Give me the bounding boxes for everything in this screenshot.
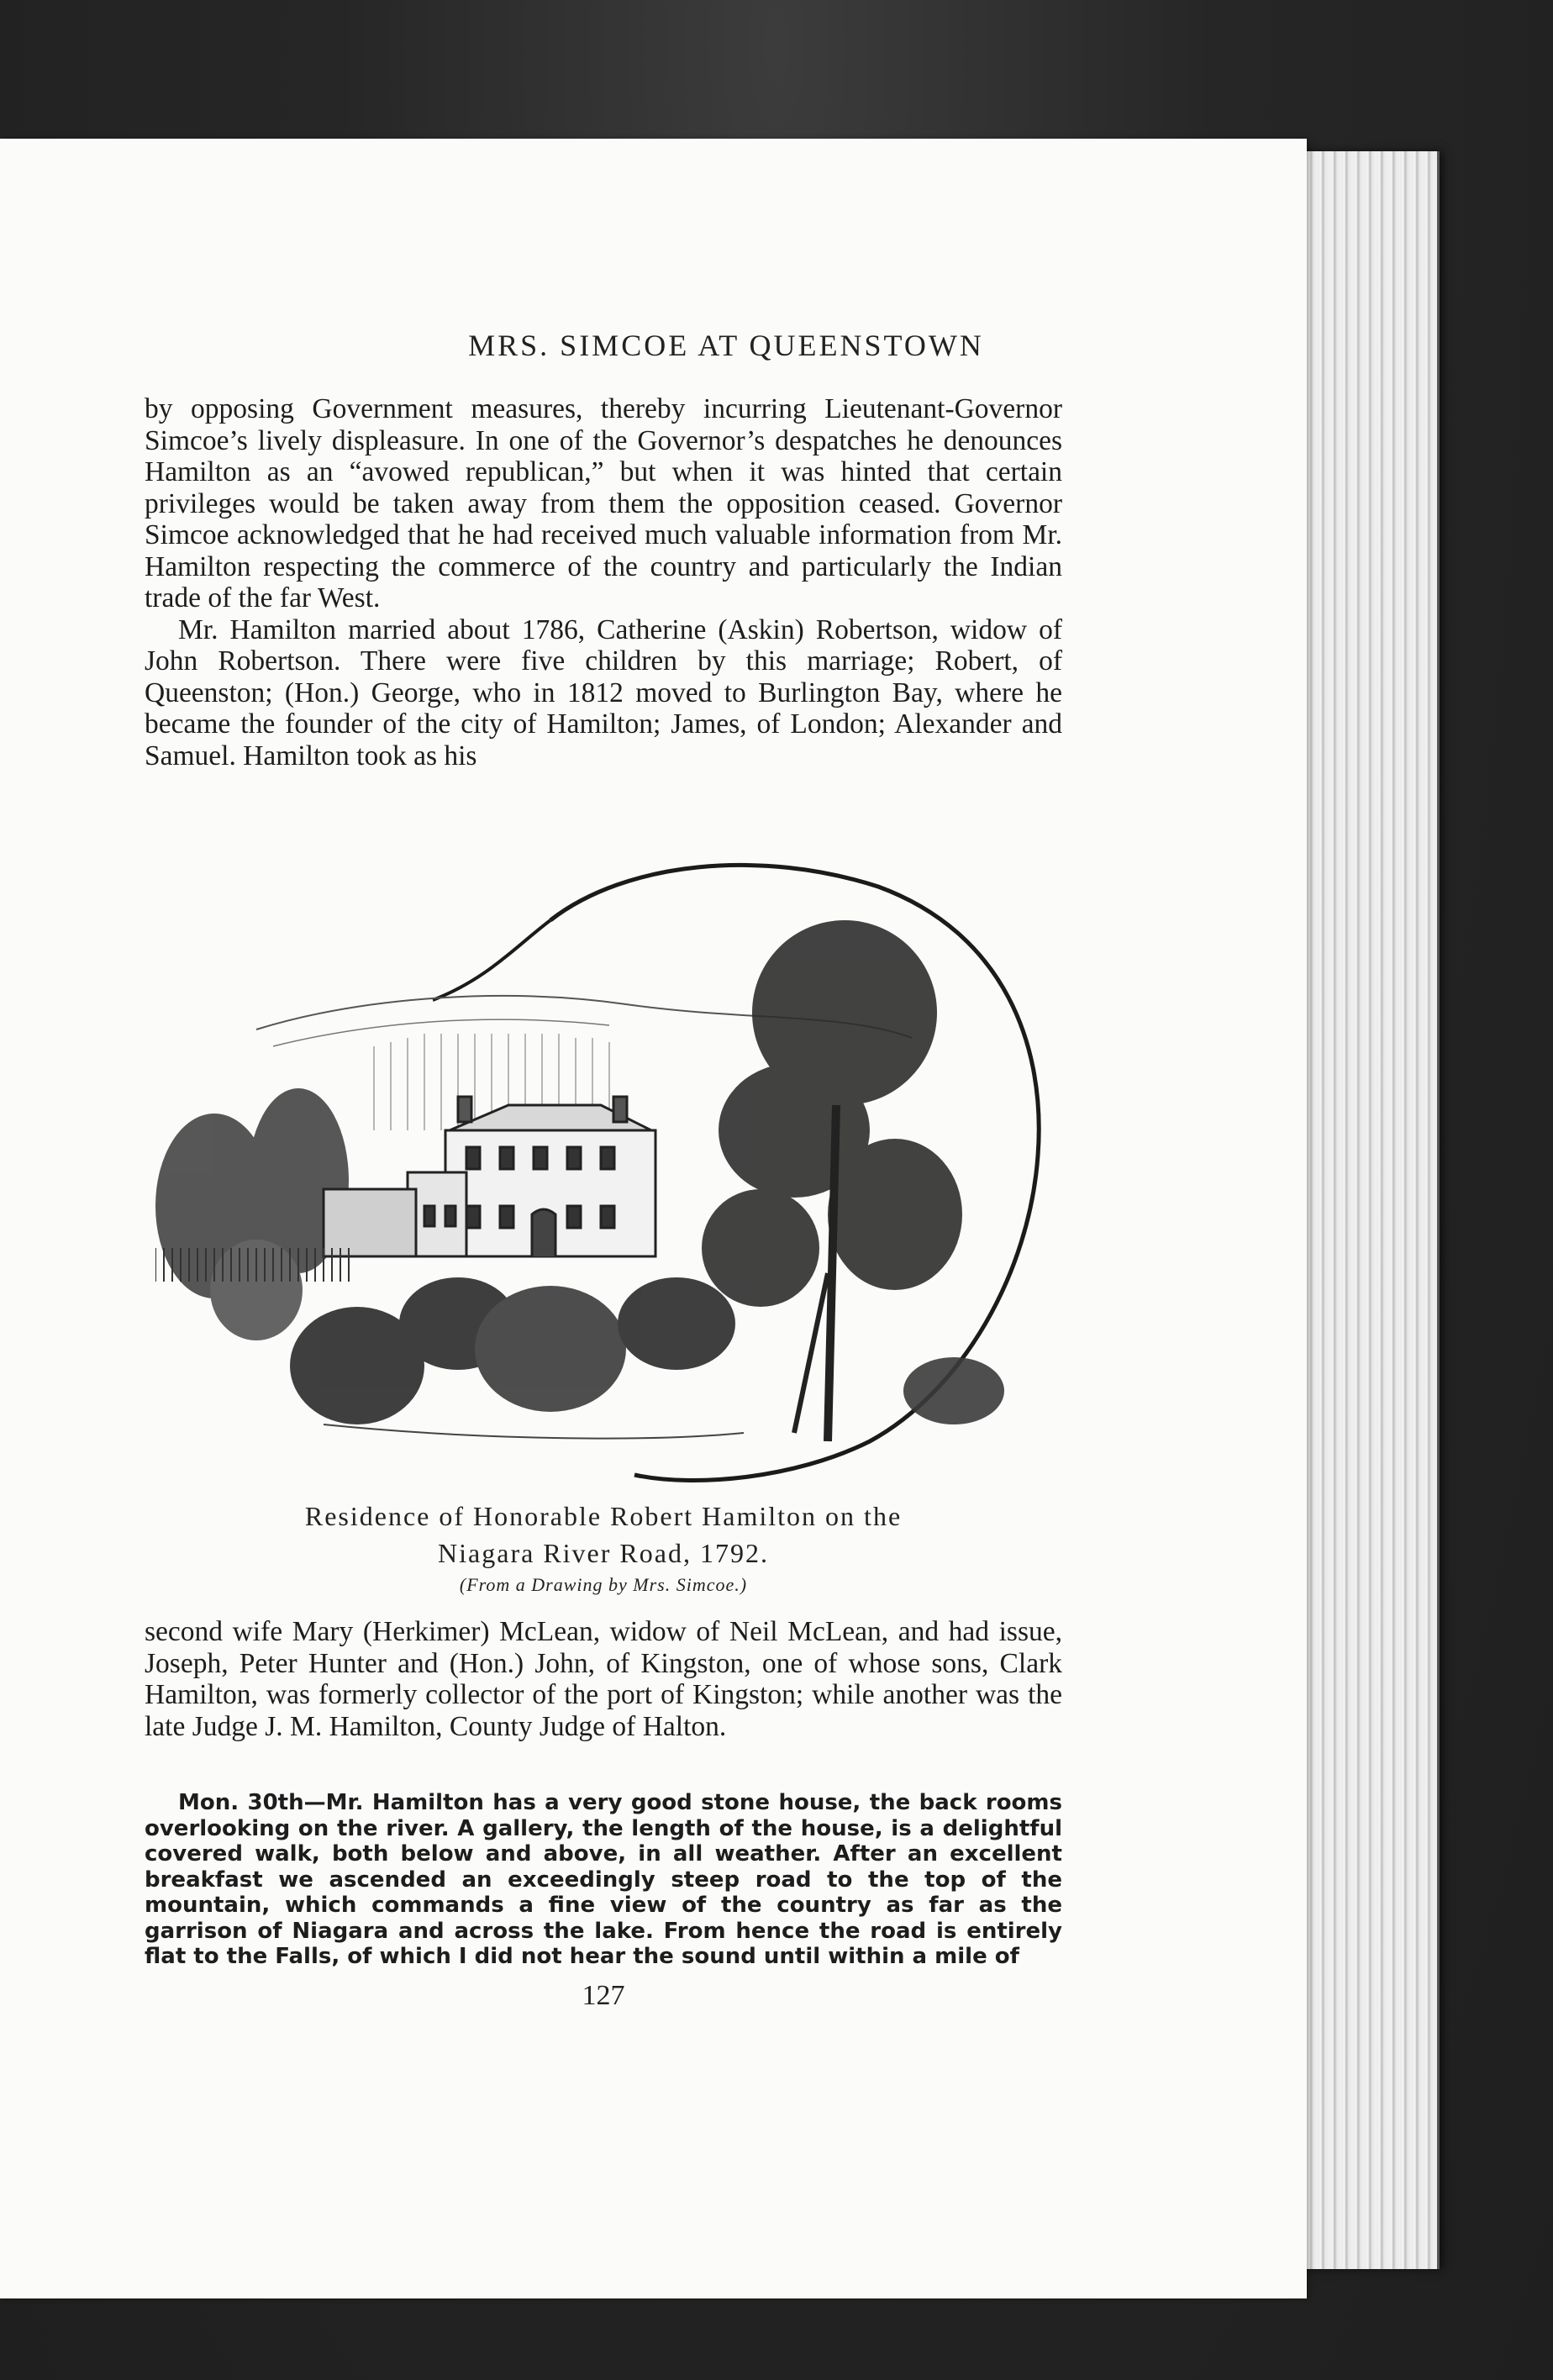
body-text-top [145, 393, 1062, 771]
diary-paragraph: Mon. 30th—Mr. Hamilton has a very good stone house, the back rooms overlooking on the river. A gallery, the length of the house, is a delightful covered walk, both below and above, in all weather. After an excellent breakfast we ascended an exceedingly steep road to the top of the mountain, which commands a fine view of the country as far as the garrison of Niagara and across the lake. From hence the road is entirely flat to the Falls, of which I did not hear the sound until within a mile of [145, 1790, 1062, 1969]
house-illustration [155, 853, 1050, 1492]
figure-caption-credit: (From a Drawing by Mrs. Simcoe.) [459, 1574, 748, 1595]
house [324, 1097, 655, 1256]
page-number: 127 [582, 1980, 625, 2011]
paragraph: by opposing Government measures, thereby incurring Lieutenant-Governor Simcoe’s lively displeasure. In one of the Governor’s despatches he denounces Hamilton as an “avowed republican,” but when it was hinted that certain privileges would be taken away from them the opposition ceased. Governor Simcoe acknowledged that he had received much valuable information from Mr. Hamilton respecting the commerce of the country and particularly the Indian trade of the far West. [145, 393, 1062, 613]
book-page-edges [1294, 151, 1440, 2269]
figure-caption-line-2: Niagara River Road, 1792. [438, 1538, 769, 1568]
diary-entry [145, 1790, 1062, 1970]
paragraph: second wife Mary (Herkimer) McLean, widow of Neil McLean, and had issue, Joseph, Peter Hunter and (Hon.) John, of Kingston, one of whose sons, Clark Hamilton, was formerly collector of the port of Kingston; while another was the late Judge J. M. Hamilton, County Judge of Halton. [145, 1616, 1062, 1742]
paragraph: Mr. Hamilton married about 1786, Catherine (Askin) Robertson, widow of John Robertson. There were five children by this marriage; Robert, of Queenston; (Hon.) George, who in 1812 moved to Burlington Bay, where he became the founder of the city of Hamilton; James, of London; Alexander and Samuel. Hamilton took as his [145, 613, 1062, 771]
running-head [0, 328, 1553, 363]
running-head-text: MRS. SIMCOE AT QUEENSTOWN [468, 329, 984, 362]
figure-caption-line-1: Residence of Honorable Robert Hamilton on the [304, 1501, 903, 1531]
body-text-middle [145, 1616, 1062, 1742]
